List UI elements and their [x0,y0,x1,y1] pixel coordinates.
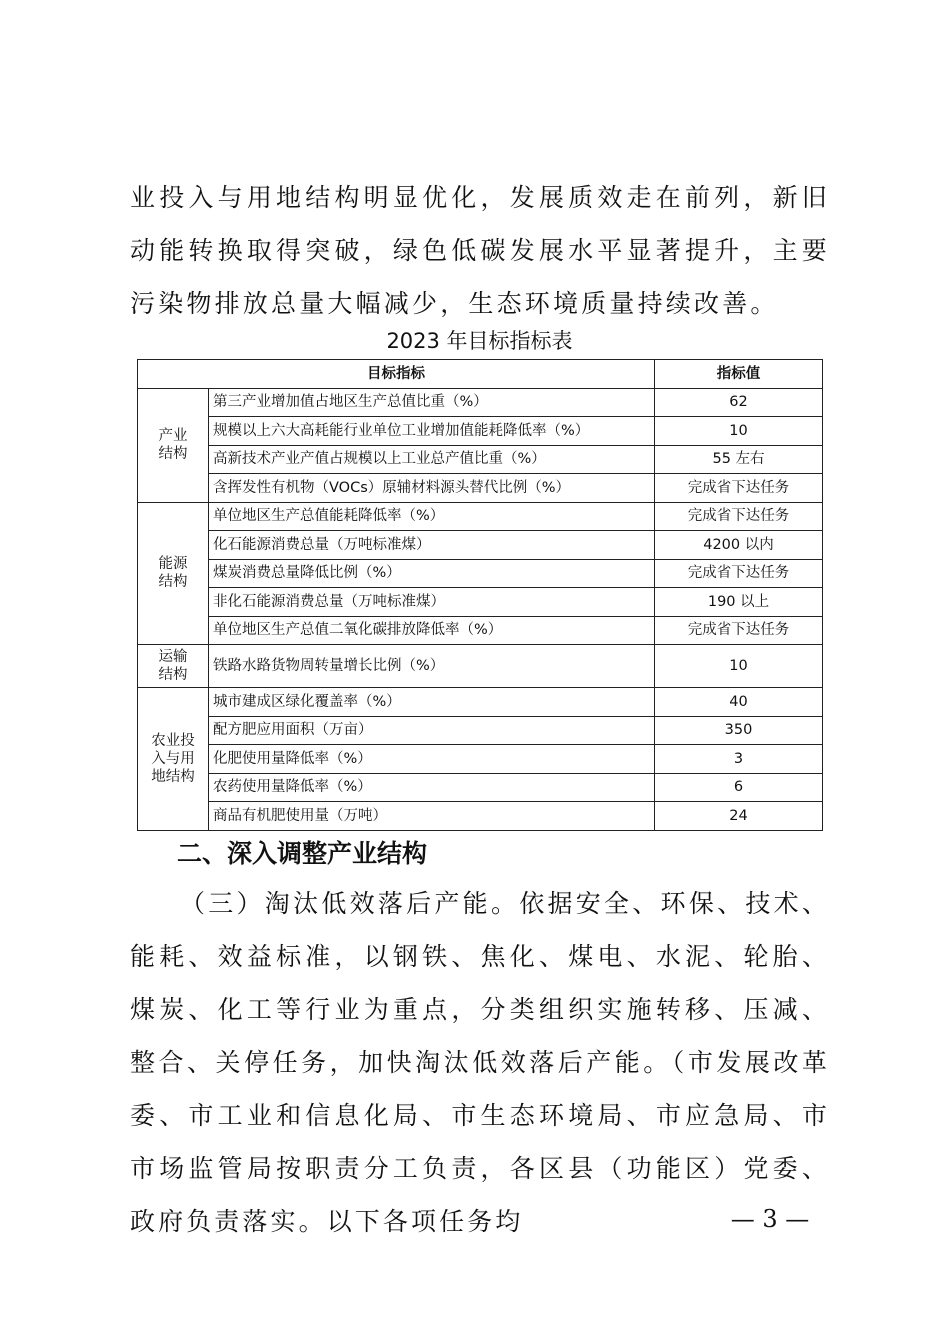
targets-table [137,359,823,831]
indicator-cell: 商品有机肥使用量（万吨） [209,802,655,831]
table-row [138,645,823,688]
table-row [138,688,823,717]
table-row [138,716,823,745]
indicator-cell: 化石能源消费总量（万吨标准煤） [209,531,655,560]
value-cell: 完成省下达任务 [655,474,823,503]
group-label-text: 产业 结构 [158,428,188,462]
section-heading: 二、深入调整产业结构 [177,839,428,868]
indicator-cell: 铁路水路货物周转量增长比例（%） [209,645,655,688]
table-row [138,417,823,446]
table-row [138,388,823,417]
value-cell: 10 [655,417,823,446]
value-cell: 62 [655,388,823,417]
body-paragraph: （三）淘汰低效落后产能。依据安全、环保、技术、能耗、效益标准，以钢铁、焦化、煤电、水泥、轮胎、煤炭、化工等行业为重点，分类组织实施转移、压减、整合、关停任务，加快淘汰低效落后产能。（市发展改革委、市工业和信息化局、市生态环境局、市应急局、市市场监管局按职责分工负责，各区县（功能区）党委、政府负责落实。以下各项任务均 [130,889,830,1236]
group-label-text: 农业投 入与用 地结构 [151,732,195,785]
indicator-cell: 配方肥应用面积（万亩） [209,716,655,745]
table-row [138,745,823,774]
value-cell: 完成省下达任务 [655,559,823,588]
table-row [138,773,823,802]
value-cell: 40 [655,688,823,717]
group-label [138,688,209,831]
group-label [138,388,209,502]
value-cell: 190 以上 [655,588,823,617]
indicator-cell: 城市建成区绿化覆盖率（%） [209,688,655,717]
group-label-text: 运输 结构 [158,649,188,683]
value-cell: 24 [655,802,823,831]
table-row [138,531,823,560]
table-header-row [138,360,823,389]
indicator-cell: 单位地区生产总值二氧化碳排放降低率（%） [209,616,655,645]
group-label [138,502,209,645]
indicator-cell: 含挥发性有机物（VOCs）原辅材料源头替代比例（%） [209,474,655,503]
value-cell: 3 [655,745,823,774]
group-label-text: 能源 结构 [158,556,188,591]
indicator-cell: 化肥使用量降低率（%） [209,745,655,774]
value-cell: 完成省下达任务 [655,502,823,531]
value-cell: 10 [655,645,823,688]
indicator-cell: 单位地区生产总值能耗降低率（%） [209,502,655,531]
indicator-cell: 第三产业增加值占地区生产总值比重（%） [209,388,655,417]
intro-paragraph: 业投入与用地结构明显优化，发展质效走在前列，新旧动能转换取得突破，绿色低碳发展水平显著提升，主要污染物排放总量大幅减少，生态环境质量持续改善。 [130,183,830,318]
table-row [138,445,823,474]
table-row [138,588,823,617]
table-row [138,502,823,531]
table-row [138,802,823,831]
page-number: — 3 — [730,1205,810,1233]
table-title: 2023 年目标指标表 [386,329,573,353]
value-cell: 完成省下达任务 [655,616,823,645]
table-row [138,559,823,588]
value-cell: 55 左右 [655,445,823,474]
header-value: 指标值 [655,360,823,389]
header-indicator: 目标指标 [138,360,655,389]
value-cell: 6 [655,773,823,802]
group-label [138,645,209,688]
indicator-cell: 非化石能源消费总量（万吨标准煤） [209,588,655,617]
value-cell: 350 [655,716,823,745]
table-row [138,474,823,503]
indicator-cell: 高新技术产业产值占规模以上工业总产值比重（%） [209,445,655,474]
value-cell: 4200 以内 [655,531,823,560]
table-row [138,616,823,645]
indicator-cell: 煤炭消费总量降低比例（%） [209,559,655,588]
indicator-cell: 规模以上六大高耗能行业单位工业增加值能耗降低率（%） [209,417,655,446]
indicator-cell: 农药使用量降低率（%） [209,773,655,802]
